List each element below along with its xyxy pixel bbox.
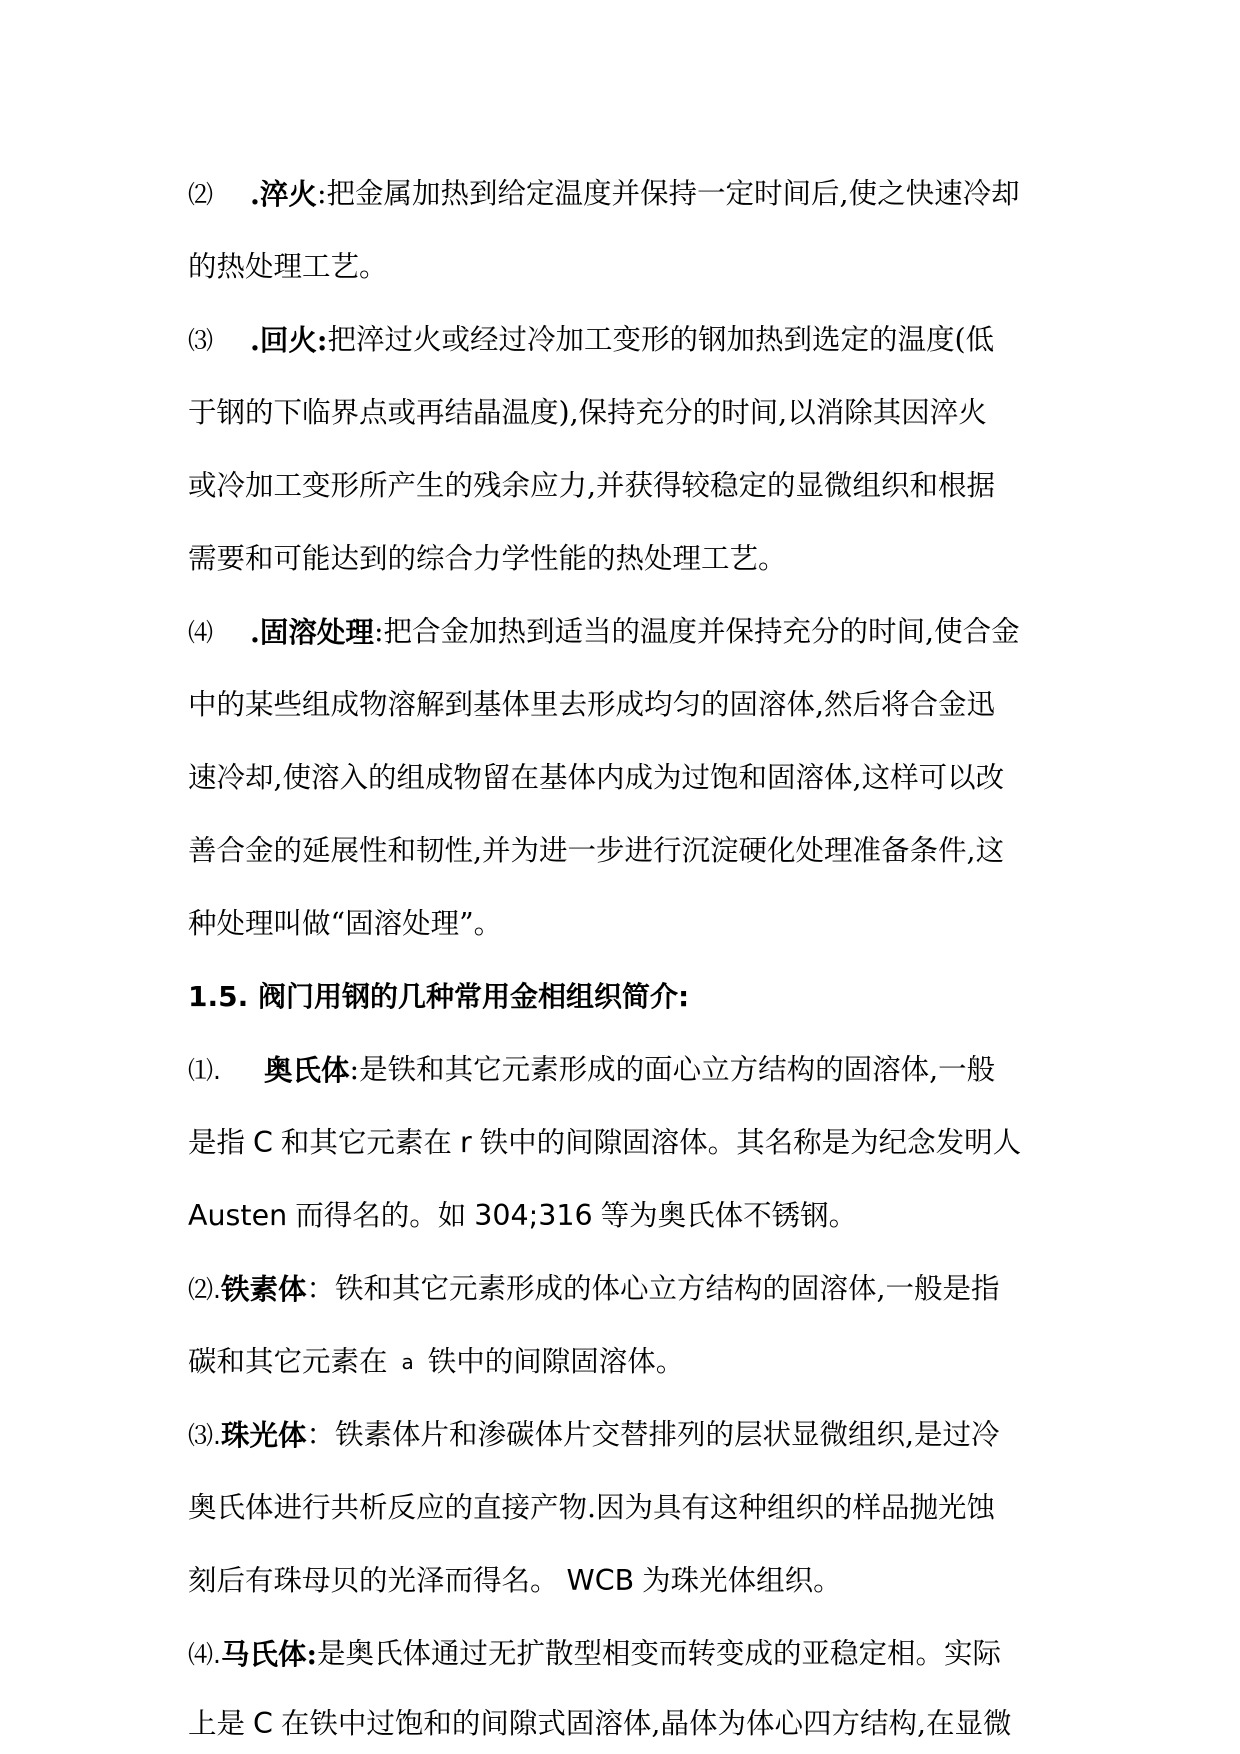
- item-number: ⑴.: [188, 1055, 221, 1085]
- solution-line-2: [188, 676, 1056, 734]
- austenite-line-2: [188, 1114, 1056, 1172]
- martensite-text-2b: 在铁中过饱和的间隙式固溶体,晶体为体心四方结构,在显微: [280, 1706, 1012, 1740]
- gamma-iron-symbol: r: [459, 1125, 472, 1159]
- quenching-line-1: [188, 165, 1056, 223]
- item-number: ⑵: [188, 179, 214, 209]
- item-number: ⑵.: [188, 1274, 221, 1304]
- item-number: ⑶: [188, 325, 214, 355]
- martensite-text-2a: 上是: [188, 1706, 246, 1740]
- martensite-text-1: 是奥氏体通过无扩散型相变而转变成的亚稳定相。实际: [316, 1636, 1001, 1670]
- term-tempering: .回火:: [250, 322, 328, 357]
- tempering-line-2: [188, 384, 1056, 442]
- solution-text-4: 善合金的延展性和韧性,并为进一步进行沉淀硬化处理准备条件,这: [188, 833, 1005, 867]
- solution-line-5: [188, 895, 1056, 953]
- steel-grade-wcb: WCB: [566, 1563, 635, 1597]
- section-heading-text: 1.5. 阀门用钢的几种常用金相组织简介:: [188, 980, 690, 1013]
- tempering-line-1: [188, 311, 1056, 369]
- martensite-line-2: [188, 1698, 1056, 1750]
- tempering-line-3: [188, 457, 1056, 515]
- quenching-text-1: :把金属加热到给定温度并保持一定时间后,使之快速冷却: [316, 176, 1020, 210]
- solution-line-3: [188, 749, 1056, 807]
- solution-line-1: [188, 603, 1056, 661]
- ferrite-line-2: [188, 1333, 1056, 1391]
- solution-text-2: 中的某些组成物溶解到基体里去形成均匀的固溶体,然后将合金迅: [188, 687, 996, 721]
- tempering-text-1: 把淬过火或经过冷加工变形的钢加热到选定的温度(低: [327, 322, 995, 356]
- inventor-name: Austen: [188, 1198, 288, 1232]
- pearlite-colon: ：: [306, 1417, 335, 1451]
- ferrite-text-2a: 碳和其它元素在: [188, 1344, 388, 1378]
- martensite-line-1: [188, 1625, 1056, 1683]
- austenite-line-1: [188, 1041, 1056, 1099]
- solution-text-3: 速冷却,使溶入的组成物留在基体内成为过饱和固溶体,这样可以改: [188, 760, 1005, 794]
- quenching-text-2: 的热处理工艺。: [188, 249, 388, 283]
- tempering-text-2: 于钢的下临界点或再结晶温度),保持充分的时间,以消除其因淬火: [188, 395, 987, 429]
- ferrite-text-1: 铁和其它元素形成的体心立方结构的固溶体,一般是指: [334, 1271, 1000, 1305]
- term-quenching: .淬火: [250, 176, 317, 211]
- pearlite-line-2: [188, 1479, 1056, 1537]
- tempering-text-3: 或冷加工变形所产生的残余应力,并获得较稳定的显微组织和根据: [188, 468, 996, 502]
- pearlite-text-2: 奥氏体进行共析反应的直接产物.因为具有这种组织的样品抛光蚀: [188, 1490, 996, 1524]
- carbon-symbol: C: [253, 1125, 273, 1159]
- tempering-text-4: 需要和可能达到的综合力学性能的热处理工艺。: [188, 541, 787, 575]
- steel-grades: 304;316: [474, 1198, 593, 1232]
- austenite-line-3: [188, 1187, 1056, 1245]
- austenite-text-2c: 铁中的间隙固溶体。其名称是为纪念发明人: [479, 1125, 1022, 1159]
- ferrite-text-2b: 铁中的间隙固溶体。: [427, 1344, 685, 1378]
- pearlite-line-3: [188, 1552, 1056, 1610]
- section-heading: [188, 968, 1056, 1026]
- austenite-text-2b: 和其它元素在: [280, 1125, 452, 1159]
- item-number: ⑷.: [188, 1639, 221, 1669]
- carbon-symbol: C: [253, 1706, 273, 1740]
- term-pearlite: 珠光体: [220, 1417, 307, 1452]
- ferrite-line-1: [188, 1260, 1056, 1318]
- solution-line-4: [188, 822, 1056, 880]
- austenite-text-2a: 是指: [188, 1125, 246, 1159]
- item-number: ⑷: [188, 617, 214, 647]
- pearlite-line-1: [188, 1406, 1056, 1464]
- term-ferrite: 铁素体: [220, 1271, 307, 1306]
- quenching-line-2: [188, 238, 1056, 296]
- austenite-text-3b: 等为奥氏体不锈钢。: [600, 1198, 858, 1232]
- alpha-iron-symbol: a: [401, 1350, 414, 1374]
- tempering-line-4: [188, 530, 1056, 588]
- pearlite-text-1: 铁素体片和渗碳体片交替排列的层状显微组织,是过冷: [334, 1417, 1000, 1451]
- ferrite-colon: ：: [306, 1271, 335, 1305]
- austenite-text-1: :是铁和其它元素形成的面心立方结构的固溶体,一般: [349, 1052, 996, 1086]
- item-number: ⑶.: [188, 1420, 221, 1450]
- term-martensite: 马氏体:: [220, 1636, 317, 1671]
- austenite-text-3a: 而得名的。如: [295, 1198, 467, 1232]
- pearlite-text-3b: 为珠光体组织。: [642, 1563, 842, 1597]
- term-austenite: 奥氏体: [264, 1052, 350, 1087]
- pearlite-text-3a: 刻后有珠母贝的光泽而得名。: [188, 1563, 559, 1597]
- term-solution-treatment: .固溶处理: [250, 614, 374, 649]
- solution-text-5: 种处理叫做“固溶处理”。: [188, 906, 503, 940]
- solution-text-1: :把合金加热到适当的温度并保持充分的时间,使合金: [373, 614, 1020, 648]
